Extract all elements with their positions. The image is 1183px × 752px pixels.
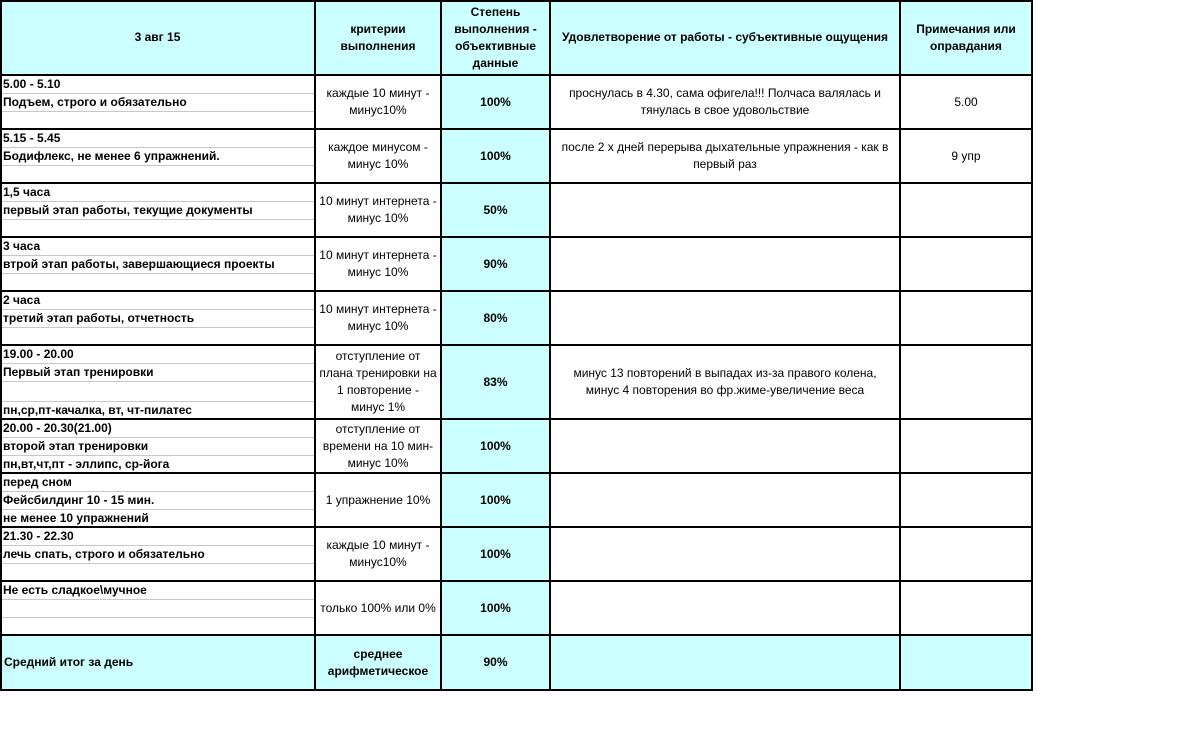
task-line: Первый этап тренировки <box>3 365 154 379</box>
gridline <box>0 437 315 438</box>
notes-cell[interactable]: 9 упр <box>951 148 981 163</box>
task-line <box>3 618 313 635</box>
degree-cell[interactable]: 90% <box>441 237 550 291</box>
criteria-cell[interactable]: каждое минусом - минус 10% <box>328 140 428 171</box>
header-criteria[interactable]: критерии выполнения <box>315 0 441 75</box>
row-border <box>0 472 1032 474</box>
gridline <box>0 273 315 274</box>
task-cell[interactable] <box>0 75 315 129</box>
row-border <box>0 182 1032 184</box>
row-border <box>0 580 1032 582</box>
task-line: Подъем, строго и обязательно <box>3 95 187 109</box>
task-line <box>3 382 313 399</box>
task-cell[interactable] <box>0 345 315 419</box>
criteria-cell[interactable]: только 100% или 0% <box>320 600 436 615</box>
task-line: третий этап работы, отчетность <box>3 311 195 325</box>
total-degree[interactable]: 90% <box>441 635 550 690</box>
gridline <box>0 309 315 310</box>
degree-cell[interactable]: 100% <box>441 527 550 581</box>
degree-cell[interactable]: 100% <box>441 75 550 129</box>
row-border <box>0 526 1032 528</box>
criteria-cell[interactable]: 10 минут интернета - минус 10% <box>319 302 437 333</box>
gridline <box>0 219 315 220</box>
task-line: пн,ср,пт-качалка, вт, чт-пилатес <box>3 403 192 417</box>
task-line: 21.30 - 22.30 <box>3 529 74 543</box>
task-line <box>3 564 313 581</box>
task-line: 19.00 - 20.00 <box>3 347 74 361</box>
satisfaction-cell[interactable]: проснулась в 4.30, сама офигела!!! Полчаса валялась и тянулась в свое удовольствие <box>569 86 881 117</box>
column-border <box>0 0 2 691</box>
gridline <box>0 381 315 382</box>
task-line: 20.00 - 20.30(21.00) <box>3 421 112 435</box>
row-border <box>0 634 1032 636</box>
total-satisfaction[interactable] <box>550 635 900 690</box>
task-cell[interactable] <box>0 581 315 635</box>
task-line: 5.00 - 5.10 <box>3 77 61 91</box>
criteria-cell[interactable]: каждые 10 минут - минус10% <box>326 538 430 569</box>
gridline <box>0 255 315 256</box>
task-line: перед сном <box>3 475 72 489</box>
notes-cell[interactable] <box>900 183 1032 237</box>
notes-cell[interactable] <box>900 527 1032 581</box>
column-border <box>314 0 316 691</box>
satisfaction-cell[interactable]: минус 13 повторений в выпадах из-за правого колена, минус 4 повторения во фр.жиме-увеличение веса <box>573 366 877 397</box>
gridline <box>0 401 315 402</box>
row-border <box>0 290 1032 292</box>
task-line: Не есть сладкое\мучное <box>3 583 147 597</box>
task-line <box>3 166 313 183</box>
header-notes[interactable]: Примечания или оправдания <box>900 0 1032 75</box>
row-border <box>0 689 1032 691</box>
satisfaction-cell[interactable] <box>550 527 900 581</box>
task-line: лечь спать, строго и обязательно <box>3 547 205 561</box>
column-border <box>440 0 442 691</box>
notes-cell[interactable] <box>900 345 1032 419</box>
task-line <box>3 328 313 345</box>
task-line: 3 часа <box>3 239 41 253</box>
task-line: 2 часа <box>3 293 41 307</box>
criteria-cell[interactable]: отступление от времени на 10 мин- минус 10% <box>322 421 434 470</box>
row-border <box>0 128 1032 130</box>
row-border <box>0 418 1032 420</box>
gridline <box>0 147 315 148</box>
criteria-cell[interactable]: 1 упражнение 10% <box>325 492 431 507</box>
column-border <box>899 0 901 691</box>
degree-cell[interactable]: 80% <box>441 291 550 345</box>
satisfaction-cell[interactable] <box>550 473 900 527</box>
notes-cell[interactable] <box>900 291 1032 345</box>
task-line: не менее 10 упражнений <box>3 511 149 525</box>
row-border <box>0 0 1032 2</box>
header-satisfaction[interactable]: Удовлетворение от работы - субъективные ощущения <box>550 0 900 75</box>
row-border <box>0 236 1032 238</box>
degree-cell[interactable]: 100% <box>441 419 550 473</box>
gridline <box>0 545 315 546</box>
column-border <box>549 0 551 691</box>
satisfaction-cell[interactable] <box>550 581 900 635</box>
task-line <box>3 112 313 129</box>
degree-cell[interactable]: 100% <box>441 129 550 183</box>
total-criteria[interactable]: среднее арифметическое <box>315 635 441 690</box>
row-border <box>0 74 1032 76</box>
gridline <box>0 599 315 600</box>
task-cell[interactable] <box>0 183 315 237</box>
task-line: втрой этап работы, завершающиеся проекты <box>3 257 275 271</box>
degree-cell[interactable]: 100% <box>441 473 550 527</box>
gridline <box>0 165 315 166</box>
notes-cell[interactable] <box>900 473 1032 527</box>
notes-cell[interactable]: 5.00 <box>954 94 978 109</box>
task-line: второй этап тренировки <box>3 439 149 453</box>
header-degree[interactable]: Степень выполнения - объективные данные <box>441 0 550 75</box>
criteria-cell[interactable]: 10 минут интернета - минус 10% <box>319 194 437 225</box>
criteria-cell[interactable]: каждые 10 минут - минус10% <box>326 86 430 117</box>
total-notes[interactable] <box>900 635 1032 690</box>
satisfaction-cell[interactable] <box>550 419 900 473</box>
gridline <box>0 455 315 456</box>
satisfaction-cell[interactable] <box>550 183 900 237</box>
gridline <box>0 111 315 112</box>
notes-cell[interactable] <box>900 419 1032 473</box>
task-cell[interactable] <box>0 237 315 291</box>
degree-cell[interactable]: 100% <box>441 581 550 635</box>
gridline <box>0 563 315 564</box>
task-line: Фейсбилдинг 10 - 15 мин. <box>3 493 155 507</box>
notes-cell[interactable] <box>900 581 1032 635</box>
header-date[interactable]: 3 авг 15 <box>0 0 315 75</box>
task-cell[interactable] <box>0 527 315 581</box>
task-line <box>3 220 313 237</box>
column-border <box>1031 0 1033 691</box>
task-line: Бодифлекс, не менее 6 упражнений. <box>3 149 220 163</box>
task-cell[interactable] <box>0 129 315 183</box>
gridline <box>0 491 315 492</box>
total-label[interactable]: Средний итог за день <box>0 635 315 690</box>
gridline <box>0 363 315 364</box>
task-line: первый этап работы, текущие документы <box>3 203 253 217</box>
satisfaction-cell[interactable] <box>550 237 900 291</box>
gridline <box>0 201 315 202</box>
row-border <box>0 344 1032 346</box>
satisfaction-cell[interactable]: после 2 х дней перерыва дыхательные упражнения - как в первый раз <box>561 140 889 171</box>
degree-cell[interactable]: 83% <box>441 345 550 419</box>
criteria-cell[interactable]: отступление от плана тренировки на 1 повторение - минус 1% <box>319 349 437 414</box>
gridline <box>0 93 315 94</box>
task-line <box>3 600 313 617</box>
task-cell[interactable] <box>0 419 315 473</box>
task-cell[interactable] <box>0 291 315 345</box>
notes-cell[interactable] <box>900 237 1032 291</box>
criteria-cell[interactable]: 10 минут интернета - минус 10% <box>319 248 437 279</box>
task-cell[interactable] <box>0 473 315 527</box>
task-line: пн,вт,чт,пт - эллипс, ср-йога <box>3 457 170 471</box>
gridline <box>0 617 315 618</box>
task-line: 5.15 - 5.45 <box>3 131 61 145</box>
gridline <box>0 509 315 510</box>
gridline <box>0 327 315 328</box>
degree-cell[interactable]: 50% <box>441 183 550 237</box>
task-line <box>3 274 313 291</box>
satisfaction-cell[interactable] <box>550 291 900 345</box>
task-line: 1,5 часа <box>3 185 51 199</box>
